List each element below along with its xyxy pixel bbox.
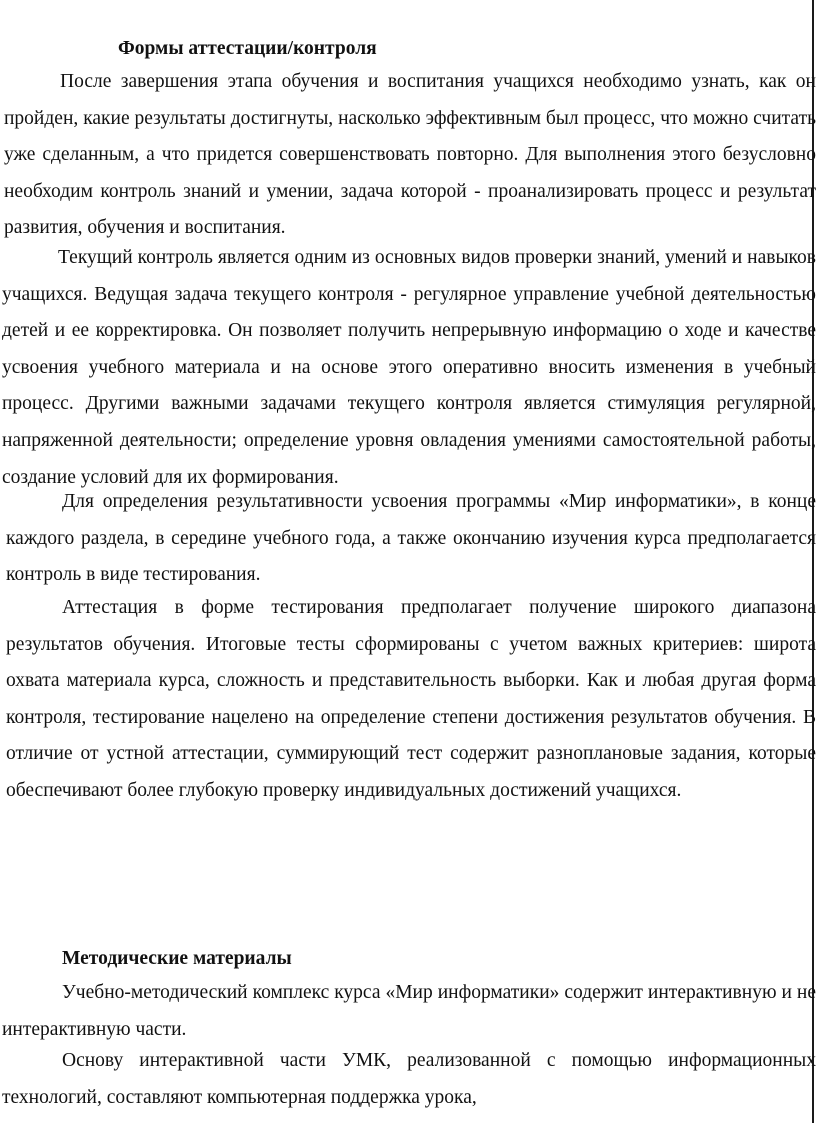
section-title-methodical: Методические материалы bbox=[62, 948, 292, 969]
paragraph-2: Текущий контроль является одним из основных видов проверки знаний, умений и навыков учащихся. Ведущая задача текущего контроля - регулярное управление учебной деятельностью детей и ее корректировка. Он позволяет получить непрерывную информацию о ходе и качестве усвоения учебного материала и на основе этого оперативно вносить изменения в учебный процесс. Другими важными задачами текущего контроля является стимуляция регулярной, напряженной деятельности; определение уровня овладения умениями самостоятельной работы, создание условий для их формирования. bbox=[2, 247, 816, 488]
paragraph-4: Аттестация в форме тестирования предполагает получение широкого диапазона результатов обучения. Итоговые тесты сформированы с учетом важных критериев: широта охвата материала курса, сложность и представительность выборки. Как и любая другая форма контроля, тестирование нацелено на определение степени достижения результатов обучения. В отличие от устной аттестации, суммирующий тест содержит разноплановые задания, которые обеспечивают более глубокую проверку индивидуальных достижений учащихся. bbox=[6, 597, 816, 801]
section-title-assessment: Формы аттестации/контроля bbox=[118, 38, 377, 59]
paragraph-3: Для определения результативности усвоения программы «Мир информатики», в конце каждого раздела, в середине учебного года, а также окончанию изучения курса предполагается контроль в виде тестирования. bbox=[6, 491, 816, 586]
paragraph-6: Основу интерактивной части УМК, реализованной с помощью информационных технологий, составляют компьютерная поддержка урока, bbox=[2, 1050, 816, 1108]
paragraph-5: Учебно-методический комплекс курса «Мир информатики» содержит интерактивную и не интерактивную части. bbox=[2, 982, 816, 1040]
paragraph-1: После завершения этапа обучения и воспитания учащихся необходимо узнать, как он пройден, какие результаты достигнуты, насколько эффективным был процесс, что можно считать уже сделанным, а что придется совершенствовать повторно. Для выполнения этого безусловно необходим контроль знаний и умении, задача которой - проанализировать процесс и результат развития, обучения и воспитания. bbox=[4, 71, 816, 239]
